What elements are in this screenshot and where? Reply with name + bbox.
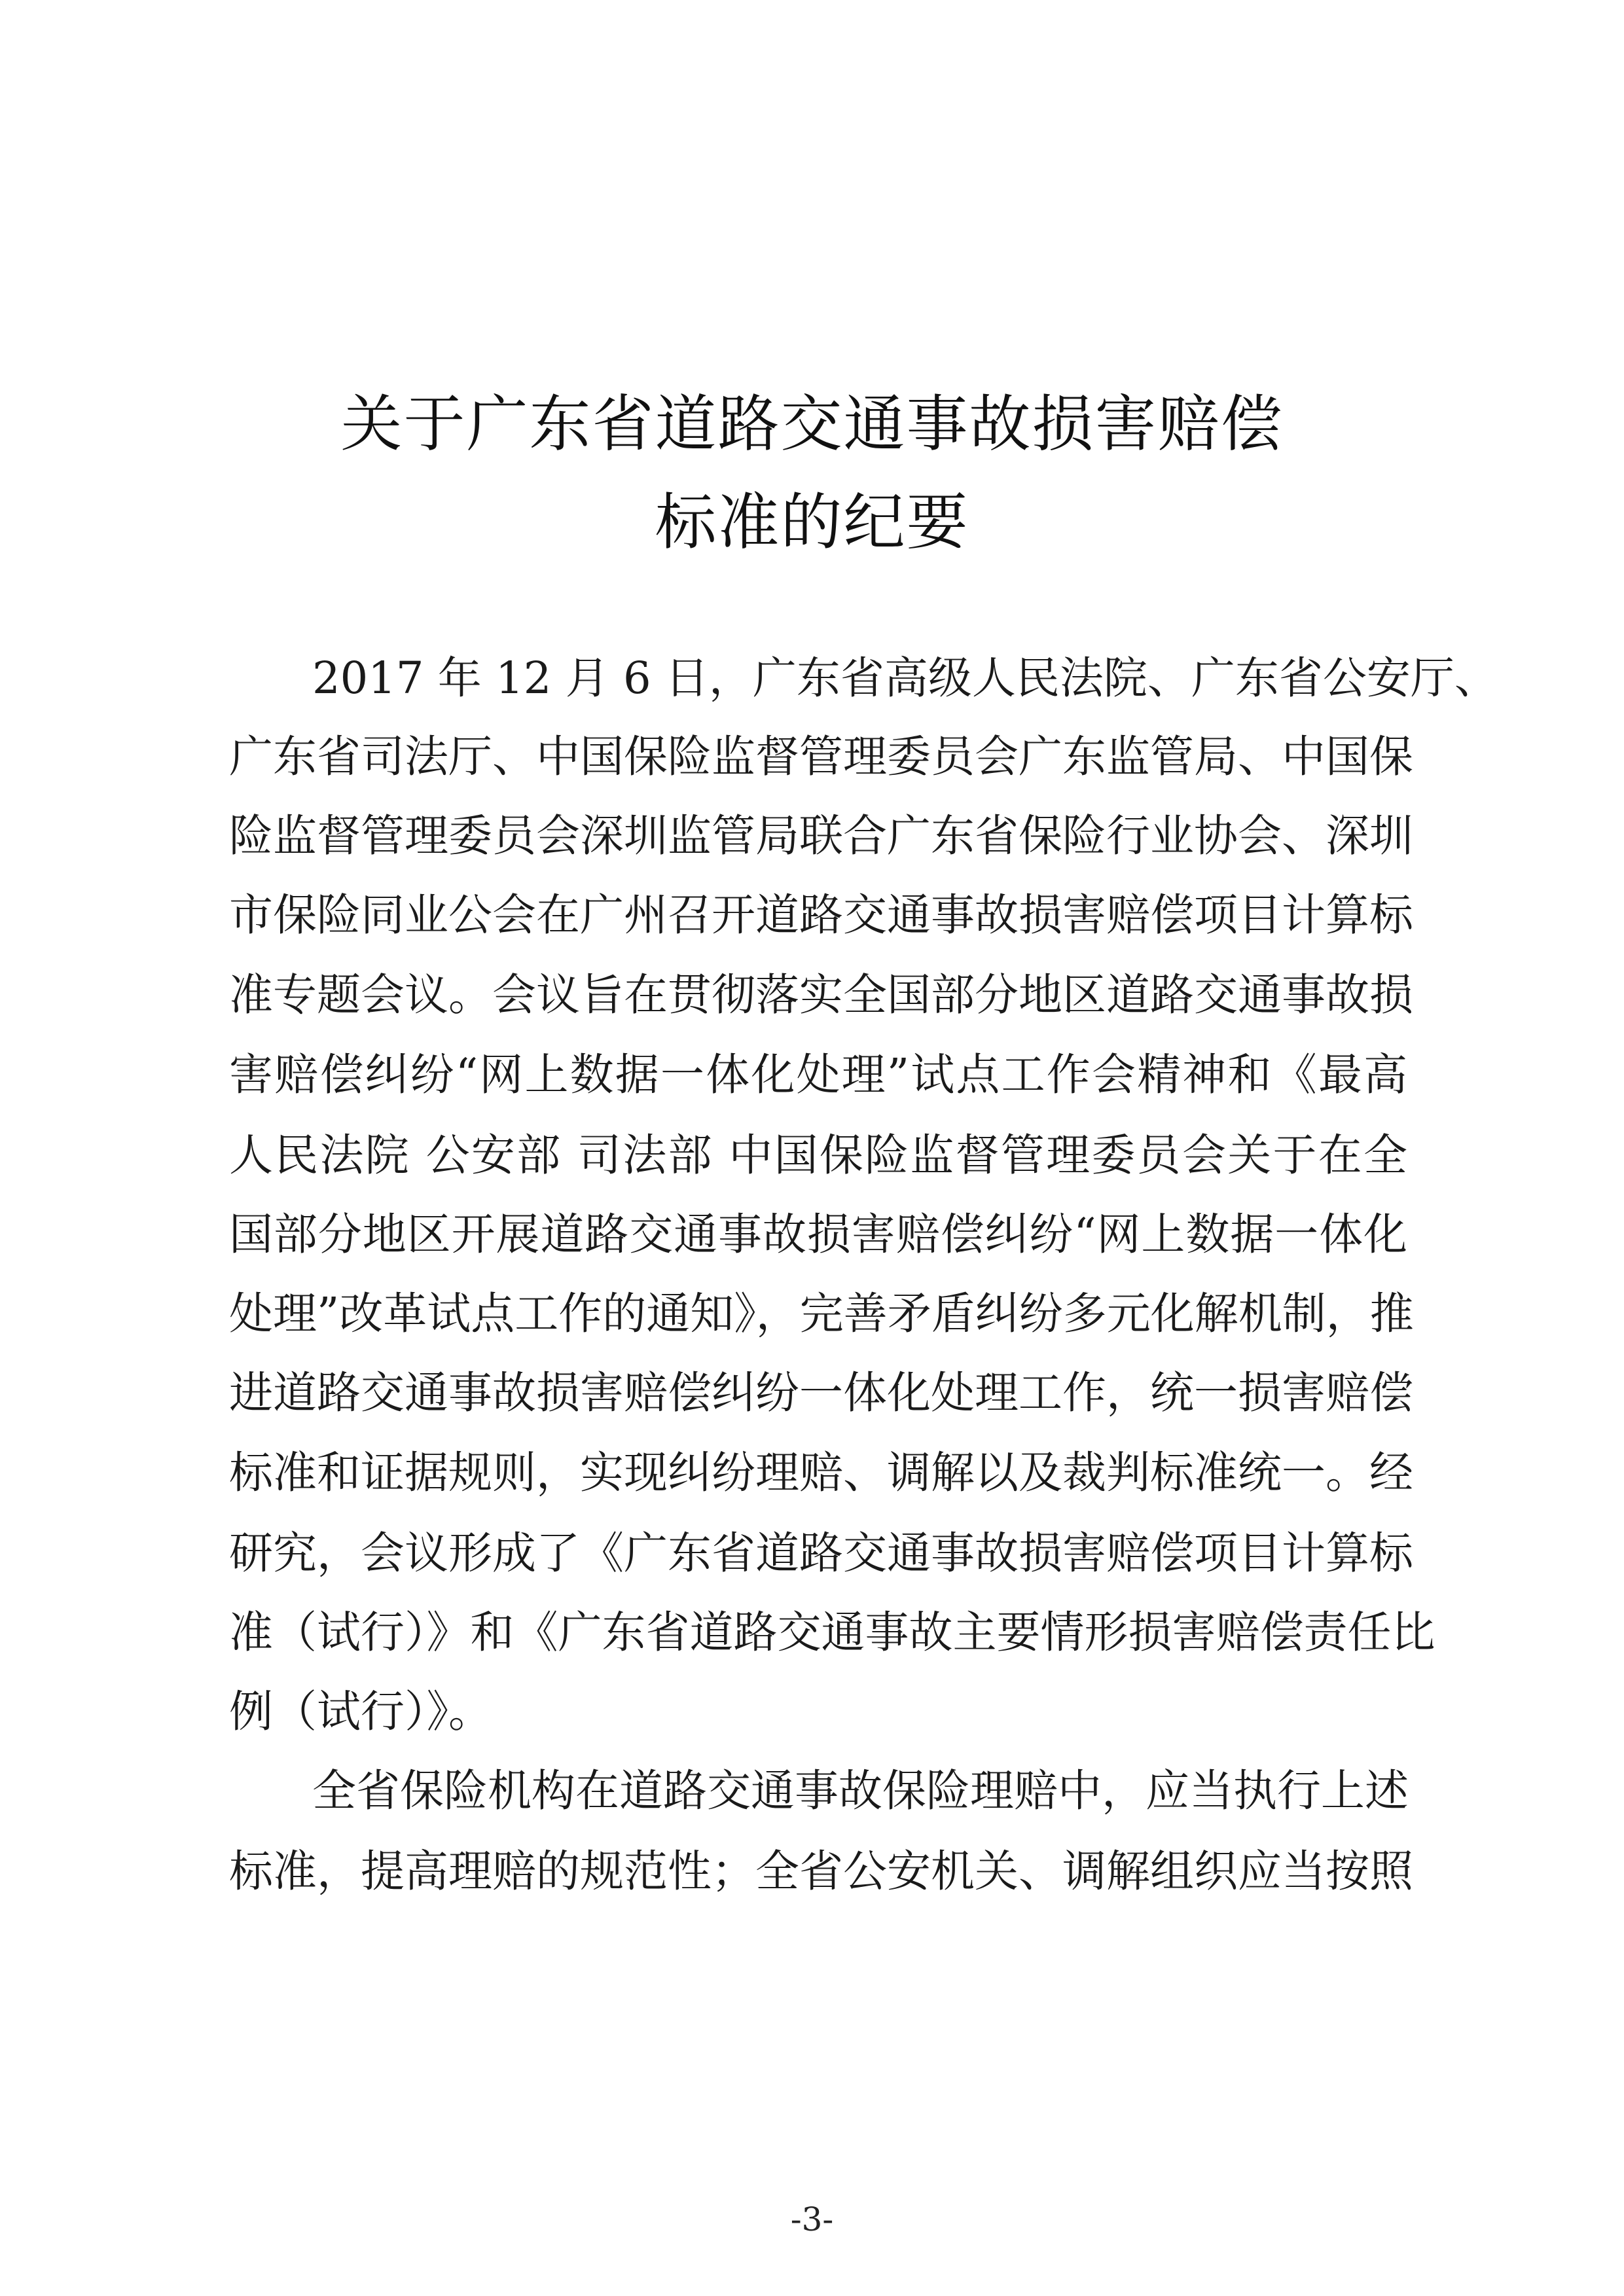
- paragraph-1-line-8: 国部分地区开展道路交通事故损害赔偿纠纷“网上数据一体化: [229, 1209, 1407, 1260]
- paragraph-1-line-2: 广东省司法厅、中国保险监督管理委员会广东监管局、中国保: [229, 731, 1413, 782]
- paragraph-1-line-3: 险监督管理委员会深圳监管局联合广东省保险行业协会、深圳: [229, 810, 1413, 861]
- paragraph-1-line-1: 2017 年 12 月 6 日，广东省高级人民法院、广东省公安厅、: [312, 653, 1498, 704]
- document-title-line-2: 标准的纪要: [655, 487, 969, 558]
- paragraph-1-line-12: 研究，会议形成了《广东省道路交通事故损害赔偿项目计算标: [229, 1528, 1413, 1579]
- paragraph-1-line-5: 准专题会议。会议旨在贯彻落实全国部分地区道路交通事故损: [229, 969, 1413, 1020]
- paragraph-1-line-9: 处理”改革试点工作的通知》，完善矛盾纠纷多元化解机制，推: [229, 1288, 1414, 1339]
- paragraph-2-line-1: 全省保险机构在道路交通事故保险理赔中，应当执行上述: [312, 1765, 1409, 1816]
- paragraph-1-line-11: 标准和证据规则，实现纠纷理赔、调解以及裁判标准统一。经: [229, 1447, 1413, 1498]
- paragraph-1-line-6: 害赔偿纠纷“网上数据一体化处理”试点工作会精神和《最高: [229, 1049, 1407, 1100]
- paragraph-1-line-4: 市保险同业公会在广州召开道路交通事故损害赔偿项目计算标: [229, 889, 1413, 941]
- paragraph-1-line-13: 准（试行）》和《广东省道路交通事故主要情形损害赔偿责任比: [229, 1607, 1435, 1658]
- paragraph-1-line-10: 进道路交通事故损害赔偿纠纷一体化处理工作，统一损害赔偿: [229, 1367, 1413, 1418]
- paragraph-1-line-14: 例（试行）》。: [229, 1686, 492, 1737]
- page-number: -3-: [790, 2200, 834, 2238]
- paragraph-2-line-2: 标准，提高理赔的规范性；全省公安机关、调解组织应当按照: [229, 1846, 1413, 1897]
- paragraph-1-line-7: 人民法院 公安部 司法部 中国保险监督管理委员会关于在全: [229, 1130, 1407, 1181]
- document-title-line-1: 关于广东省道路交通事故损害赔偿: [340, 389, 1284, 460]
